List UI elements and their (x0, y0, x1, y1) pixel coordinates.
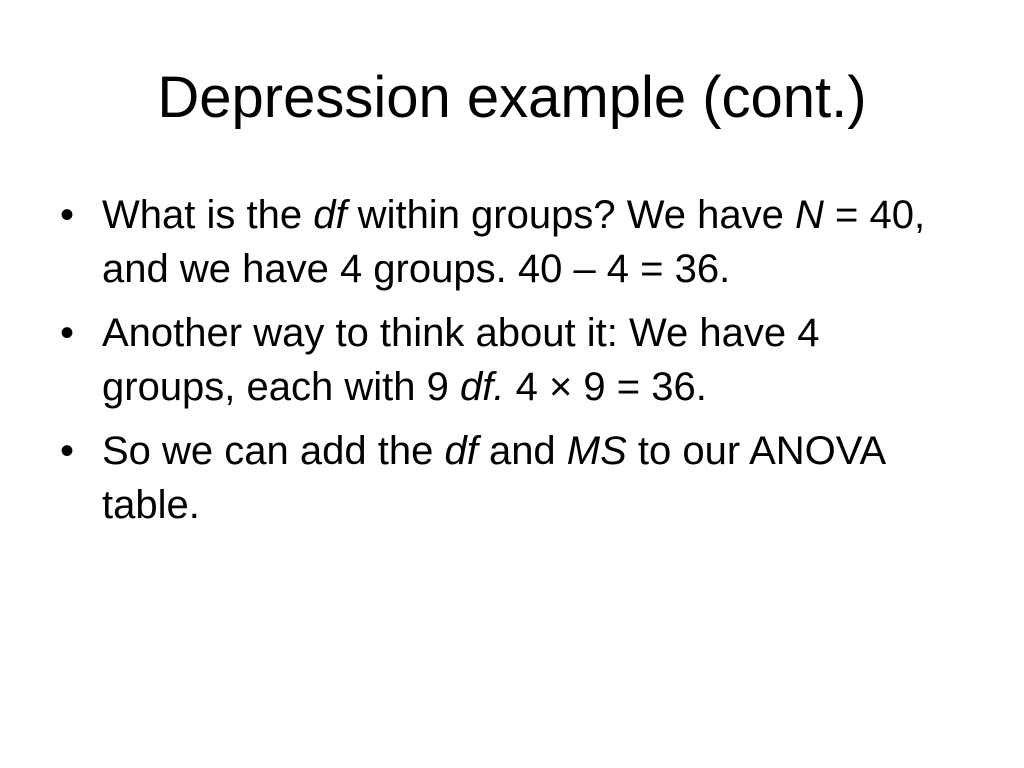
text-segment: and (477, 429, 567, 473)
italic-term-n: N (794, 193, 824, 237)
italic-term-df: df (313, 193, 347, 237)
bullet-marker: • (60, 429, 75, 473)
bullet-item-3 (60, 424, 960, 532)
bullet-text-1 (102, 193, 925, 291)
bullet-item-2 (60, 306, 960, 414)
text-segment: What is the (102, 193, 314, 237)
italic-term-df: df (444, 429, 478, 473)
text-segment: = 40, and we have 4 groups. 40 – 4 = 36. (102, 193, 926, 291)
bullet-item-1 (60, 188, 960, 296)
text-segment: 4 × 9 = 36. (504, 365, 707, 409)
text-segment: to our ANOVA table. (102, 429, 884, 527)
bullet-marker: • (60, 311, 75, 355)
slide-title: Depression example (cont.) (157, 65, 867, 130)
italic-term-df: df. (460, 365, 505, 409)
bullet-list (60, 188, 960, 542)
text-segment: within groups? We have (346, 193, 795, 237)
bullet-marker: • (60, 193, 75, 237)
bullet-text-2 (102, 311, 819, 409)
text-segment: So we can add the (102, 429, 445, 473)
text-segment: Another way to think about it: We have 4 groups, each with 9 (102, 311, 820, 409)
italic-term-ms: MS (566, 429, 627, 473)
bullet-text-3 (102, 429, 884, 527)
